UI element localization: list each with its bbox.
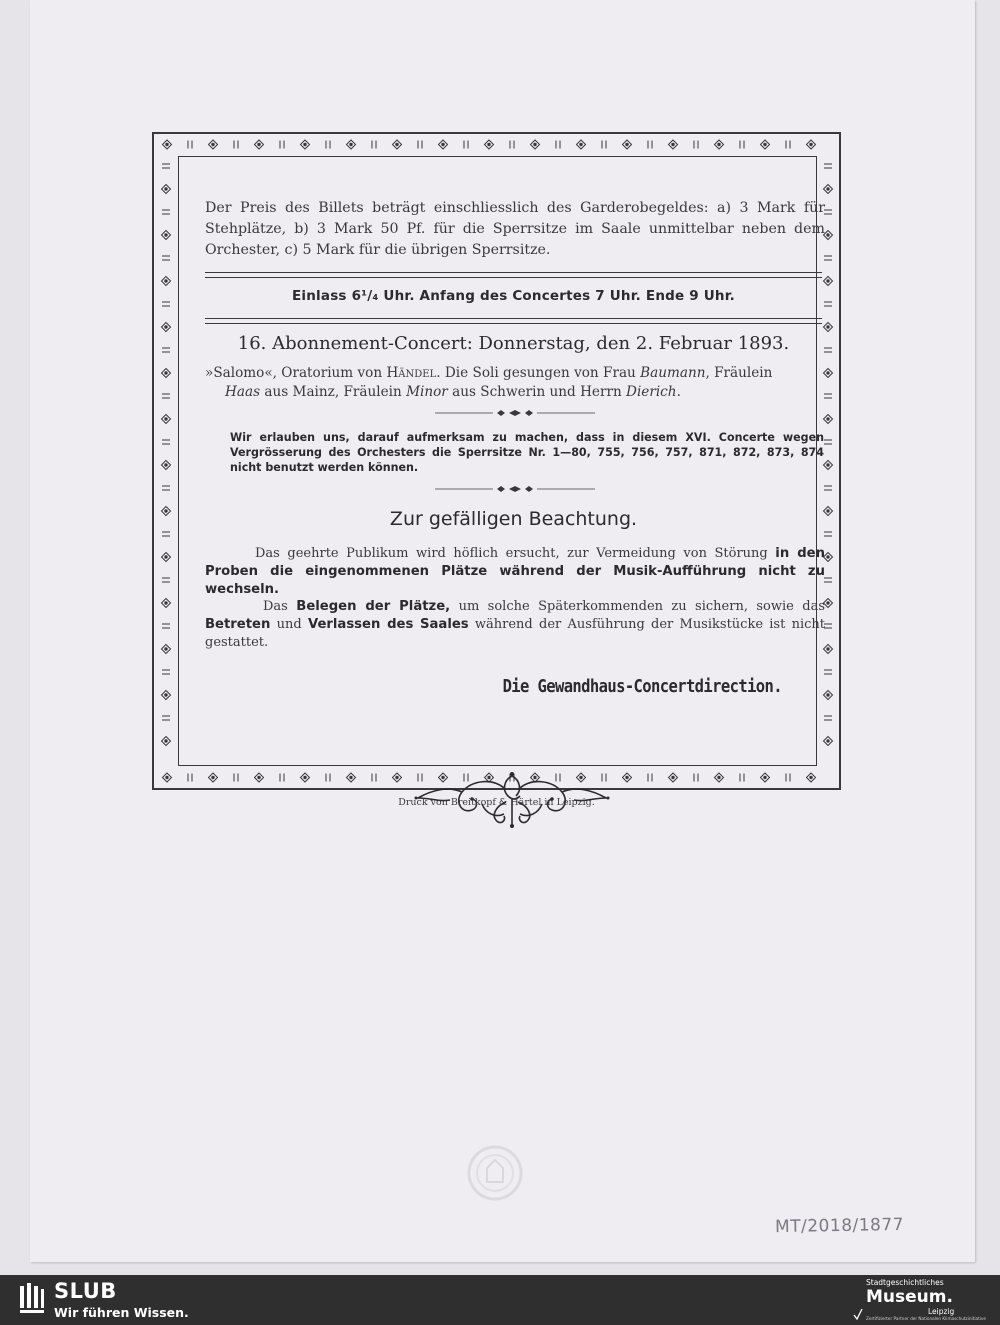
singer-minor: Minor: [406, 384, 448, 400]
para2-f: Verlassen des Saales: [307, 617, 469, 632]
program-description: [205, 364, 825, 402]
double-rule-bottom: [205, 318, 822, 324]
para2-c: um solche Späterkommenden zu sichern, sowie das: [450, 599, 826, 614]
printer-credit: Druck von Breitkopf & Härtel in Leipzig.: [398, 797, 595, 808]
border-top-ornament: [156, 135, 837, 154]
border-left-ornament: [156, 156, 176, 766]
library-name: SLUB: [54, 1279, 117, 1303]
program-indent: [205, 384, 225, 400]
museum-city: Leipzig: [928, 1307, 955, 1316]
museum-check-icon: [852, 1281, 864, 1321]
library-tagline: Wir führen Wissen.: [54, 1305, 189, 1320]
para2-g: während der Ausführung der Musikstücke ist nicht gestattet.: [205, 617, 825, 650]
museum-line1: Stadtgeschichtliches: [866, 1278, 944, 1287]
ticket-price-paragraph: Der Preis des Billets beträgt einschliesslich des Garderobegeldes: a) 3 Mark für Stehplätze, b) 3 Mark 50 Pf. für die Sperrsitze im Saale unmittelbar neben dem Orchester, c) 5 Mark für die übrigen Sperrsitze.: [205, 200, 825, 258]
program-place2: aus Mainz, Fräulein: [260, 384, 407, 400]
program-soli: . Die Soli gesungen von Frau: [436, 365, 641, 381]
seating-notice: Wir erlauben uns, darauf aufmerksam zu machen, dass in diesem XVI. Concerte wegen Vergrösserung des Orchesters die Sperrsitze Nr. 1—80, 755, 756, 757, 871, 872, 873, 874 nicht benutzt werden können.: [230, 431, 824, 474]
program-end: .: [676, 384, 681, 400]
signature: Die Gewandhaus-Concertdirection.: [502, 676, 782, 697]
seating-rules-paragraph: [205, 598, 825, 652]
para2-d: Betreten: [205, 617, 271, 632]
archive-number: MT/2018/1877: [774, 1214, 905, 1238]
para2-b: Belegen der Plätze,: [296, 599, 451, 614]
slub-logo-icon: [18, 1283, 46, 1317]
rehearsal-paragraph: [205, 545, 825, 599]
admission-times: Einlass 6¹/₄ Uhr. Anfang des Concertes 7 Uhr. Ende 9 Uhr.: [292, 288, 735, 304]
singer-baumann: Baumann: [640, 365, 706, 381]
museum-partner: Zertifizierter Partner der Nationalen Klimaschutzinitiative: [866, 1316, 986, 1321]
para2-a: Das: [263, 599, 297, 614]
program-intro: »Salomo«, Oratorium von: [205, 365, 387, 381]
footer-bar: [0, 1275, 1000, 1325]
concert-title: 16. Abonnement-Concert: Donnerstag, den 2. Februar 1893.: [237, 333, 790, 354]
para1-normal: Das geehrte Publikum wird höflich ersucht, zur Vermeidung von Störung: [255, 546, 776, 561]
singer-dierich: Dierich: [626, 384, 677, 400]
small-divider-2-icon: [435, 484, 595, 494]
program-sep: , Fräulein: [705, 365, 773, 381]
notice-heading: Zur gefälligen Beachtung.: [389, 508, 638, 530]
composer-name: Händel: [386, 365, 437, 381]
para1-bold: in den Proben die eingenommenen Plätze während der Musik-Aufführung nicht zu wechseln.: [205, 546, 825, 597]
singer-haas: Haas: [225, 384, 261, 400]
small-divider-1-icon: [435, 408, 595, 418]
program-place3: aus Schwerin und Herrn: [447, 384, 627, 400]
museum-name: Museum.: [866, 1287, 953, 1307]
para2-e: und: [270, 617, 308, 632]
double-rule-top: [205, 272, 822, 278]
embossed-stamp-icon: [460, 1138, 530, 1208]
